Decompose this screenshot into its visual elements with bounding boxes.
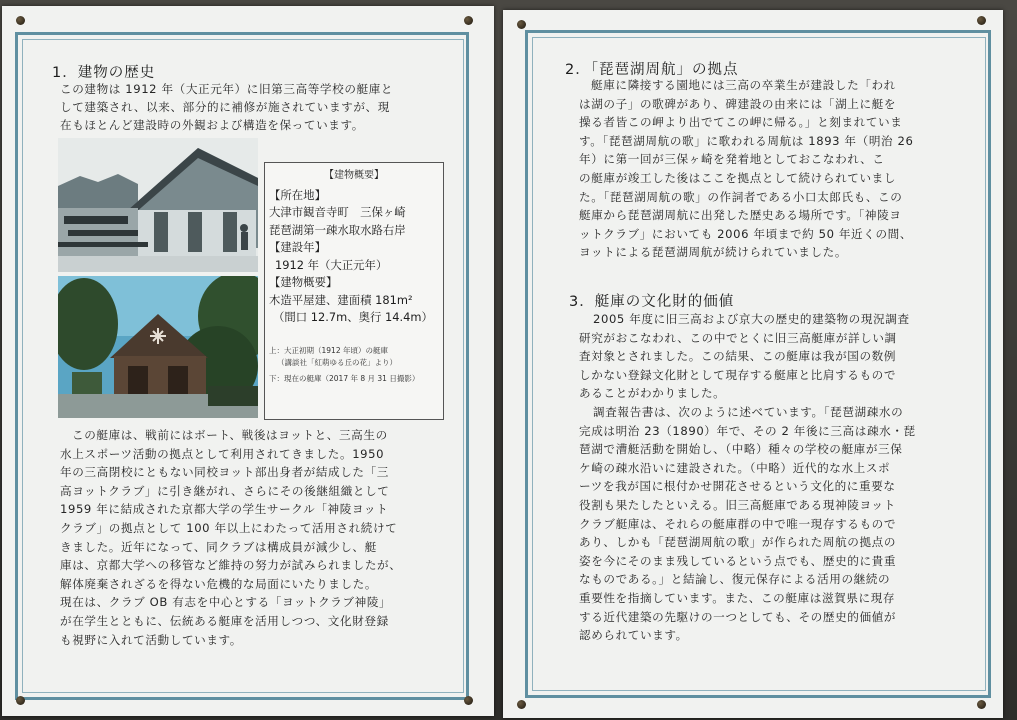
text-line: しかない登録文化財として現存する艇庫と比肩するもので — [579, 367, 897, 382]
text-line: して建築され、以来、部分的に補修が施されていますが、現 — [60, 100, 390, 115]
location-line: 大津市観音寺町 三保ヶ崎 — [269, 205, 406, 219]
text-line: ヨットによる琵琶湖周航が続けられていました。 — [579, 245, 848, 260]
section1-paragraph2 — [60, 426, 401, 649]
text-line: クラブ艇庫は、それらの艇庫群の中で唯一現存するもので — [579, 516, 897, 531]
section2-heading: 2．「琵琶湖周航」の拠点 — [565, 62, 739, 78]
outline-label: 【建物概要】 — [269, 275, 338, 289]
text-line: 高ヨットクラブ」に引き継がれ、さらにその後継組織として — [60, 483, 390, 498]
text-line: あることがわかりました。 — [579, 386, 726, 401]
section1-paragraph1 — [60, 80, 393, 134]
text-line: 現在は、クラブ OB 有志を中心とする「ヨットクラブ神陵」 — [60, 595, 392, 610]
caption-top: 上：大正初期（1912 年頃）の艇庫 — [269, 345, 388, 355]
year-label: 【建設年】 — [269, 240, 326, 254]
pin-icon — [977, 700, 986, 709]
text-line: きました。近年になって、同クラブは構成員が減少し、艇 — [60, 539, 377, 554]
current-boathouse-photo — [58, 276, 258, 418]
text-line: 在もほとんど建設時の外観および構造を保っています。 — [60, 118, 364, 133]
section2-paragraph — [579, 76, 913, 262]
text-line: ケ崎の疎水沿いに建設された。（中略）近代的な水上スポ — [579, 460, 891, 475]
right-notice-panel — [503, 10, 1003, 718]
text-line: 査対象とされました。この結果、この艇庫は我が国の数例 — [579, 349, 897, 364]
text-line: ーツを我が国に根付かせ開花させるという文化的に重要な — [579, 479, 896, 494]
text-line: 2005 年度に旧三高および京大の歴史的建築物の現況調査 — [593, 312, 910, 326]
text-line: 認められています。 — [579, 628, 688, 643]
text-line: の艇庫が竣工した後はここを拠点として続けられていまし — [579, 170, 897, 185]
text-line: 琶湖で漕艇活動を開始し、（中略）種々の学校の艇庫が三保 — [579, 442, 903, 457]
text-line: も視野に入れて活動しています。 — [60, 632, 242, 647]
location-line: 琵琶湖第一疎水取水路右岸 — [269, 222, 406, 237]
left-notice-panel — [2, 6, 494, 716]
text-line: 艇庫に隣接する園地には三高の卒業生が建設した「われ — [591, 78, 896, 92]
text-line: 研究がおこなわれ、この中でとくに旧三高艇庫が詳しい調 — [579, 330, 897, 345]
text-line: 年の三高閉校にともない同校ヨット部出身者が結成した「三 — [60, 465, 390, 480]
text-line: 重要性を指摘しています。また、この艇庫は滋賀県に現存 — [579, 590, 896, 605]
text-line: 役割も果たしたといえる。旧三高艇庫である現神陵ヨット — [579, 497, 896, 512]
pin-icon — [464, 696, 473, 705]
text-line: なものである。」と結論し、復元保存による活用の継続の — [579, 572, 891, 587]
text-line: この艇庫は、戦前にはボート、戦後はヨットと、三高生の — [72, 428, 388, 442]
text-line: 水上スポーツ活動の拠点として利用されてきました。1950 — [60, 446, 385, 461]
historic-boathouse-photo — [58, 138, 258, 272]
text-line: 完成は明治 23（1890）年で、その 2 年後に三高は疎水・琵 — [579, 423, 916, 438]
summary-title: 【建物概要】 — [324, 170, 384, 181]
section3-paragraph — [579, 310, 916, 645]
section3-heading: 3．艇庫の文化財的価値 — [569, 294, 735, 310]
text-line: す。「琵琶湖周航の歌」に歌われる周航は 1893 年（明治 26 — [579, 133, 914, 148]
text-line: 庫は、京都大学への移管など維持の努力が試みられましたが、 — [60, 558, 402, 573]
pin-icon — [16, 696, 25, 705]
pin-icon — [517, 700, 526, 709]
text-line: た。「琵琶湖周航の歌」の作詞者である小口太郎氏も、この — [579, 189, 903, 204]
text-line: 姿を今にそのまま残しているという点でも、歴史的に貴重 — [579, 553, 897, 568]
section1-heading: 1．建物の歴史 — [52, 65, 156, 81]
pin-icon — [16, 16, 25, 25]
outline-line: 木造平屋建、建面積 181m² — [269, 292, 413, 307]
current-boathouse-image — [58, 276, 258, 418]
text-line: 年）に第一回が三保ヶ崎を発着地としておこなわれ、こ — [579, 152, 885, 167]
text-line: が在学生とともに、伝統ある艇庫を活用しつつ、文化財登録 — [60, 613, 389, 628]
year-value: 1912 年（大正元年） — [275, 257, 388, 272]
pin-icon — [517, 20, 526, 29]
text-line: は湖の子」の歌碑があり、碑建設の由来には「湖上に艇を — [579, 96, 897, 111]
text-line: あり、しかも「琵琶湖周航の歌」が作られた周航の拠点の — [579, 535, 897, 550]
text-line: 解体廃棄されざるを得ない危機的な局面にいたりました。 — [60, 576, 378, 591]
text-line: 調査報告書は、次のように述べています。「琵琶湖疎水の — [593, 404, 904, 419]
pin-icon — [977, 16, 986, 25]
text-line: 操る者皆この岬より出でてこの岬に帰る。」と刻まれていま — [579, 115, 903, 130]
historic-boathouse-image — [58, 138, 258, 272]
caption-source: （講談社「紅萌ゆる丘の花」より） — [277, 357, 397, 367]
text-line: 1959 年に結成された京都大学の学生サークル「神陵ヨット — [60, 502, 389, 517]
outline-line: （間口 12.7m、奥行 14.4m） — [273, 310, 433, 324]
text-line: 艇庫から琵琶湖周航に出発した歴史ある場所です。「神陵ヨ — [579, 208, 902, 223]
location-label: 【所在地】 — [269, 187, 326, 202]
text-line: この建物は 1912 年（大正元年）に旧第三高等学校の艇庫と — [60, 82, 394, 96]
text-line: クラブ」の拠点として 100 年以上にわたって活用され続けて — [60, 520, 398, 535]
caption-bottom: 下：現在の艇庫（2017 年 8 月 31 日撮影） — [269, 373, 420, 383]
text-line: する近代建築の先駆けの一つとしても、その歴史的価値が — [579, 609, 897, 624]
pin-icon — [464, 16, 473, 25]
text-line: ットクラブ」においても 2006 年頃まで約 50 年近くの間、 — [579, 226, 913, 241]
building-summary-box — [264, 162, 444, 420]
